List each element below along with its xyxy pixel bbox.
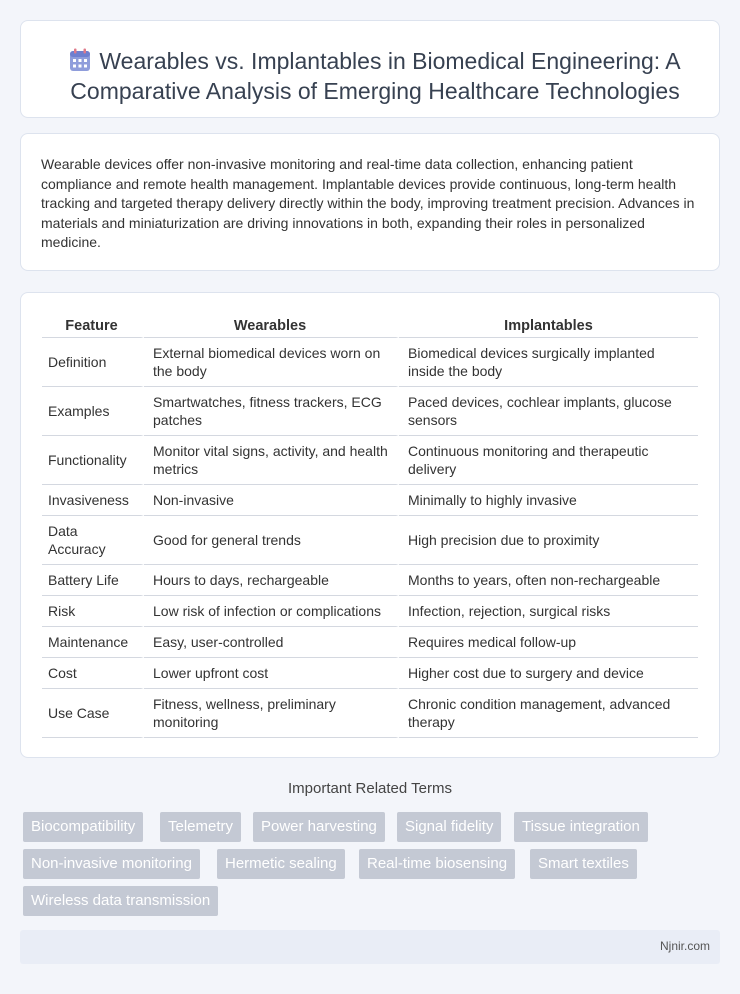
title-card <box>20 20 720 118</box>
row-implantables: Minimally to highly invasive <box>399 485 698 516</box>
table-row <box>42 596 698 627</box>
footer-site-link[interactable]: Njnir.com <box>659 939 710 953</box>
tag-smart-textiles[interactable]: Smart textiles <box>530 849 637 879</box>
row-feature: Use Case <box>42 689 144 738</box>
row-implantables: Paced devices, cochlear implants, glucose sensors <box>399 387 698 436</box>
table-row <box>42 689 698 738</box>
row-feature: Battery Life <box>42 565 144 596</box>
tag-telemetry[interactable]: Telemetry <box>160 812 241 842</box>
row-implantables: Higher cost due to surgery and device <box>399 658 698 689</box>
tag-biocompatibility[interactable]: Biocompatibility <box>23 812 143 842</box>
header-wearables: Wearables <box>144 316 399 338</box>
row-wearables: External biomedical devices worn on the body <box>144 338 399 387</box>
table-row <box>42 387 698 436</box>
tag-hermetic-sealing[interactable]: Hermetic sealing <box>217 849 345 879</box>
table-header-row <box>42 316 698 338</box>
table-row <box>42 658 698 689</box>
row-implantables: Biomedical devices surgically implanted inside the body <box>399 338 698 387</box>
tag-signal-fidelity[interactable]: Signal fidelity <box>397 812 501 842</box>
table-row <box>42 565 698 596</box>
title-text: Wearables vs. Implantables in Biomedical Engineering: A Comparative Analysis of Emerging Healthcare Technologies <box>70 48 681 104</box>
tag-wireless-data-transmission[interactable]: Wireless data transmission <box>23 886 218 916</box>
table-row <box>42 436 698 485</box>
tag-power-harvesting[interactable]: Power harvesting <box>253 812 385 842</box>
comparison-table <box>42 316 698 738</box>
row-wearables: Lower upfront cost <box>144 658 399 689</box>
row-feature: Cost <box>42 658 144 689</box>
row-implantables: Requires medical follow-up <box>399 627 698 658</box>
tag-non-invasive-monitoring[interactable]: Non-invasive monitoring <box>23 849 200 879</box>
row-feature: Data Accuracy <box>42 516 144 565</box>
related-terms-title: Important Related Terms <box>288 780 452 797</box>
row-wearables: Fitness, wellness, preliminary monitoring <box>144 689 399 738</box>
page-title <box>51 46 699 106</box>
row-wearables: Good for general trends <box>144 516 399 565</box>
comparison-table-card <box>20 292 720 758</box>
table-row <box>42 516 698 565</box>
table-row <box>42 338 698 387</box>
row-implantables: Chronic condition management, advanced therapy <box>399 689 698 738</box>
row-implantables: Months to years, often non-rechargeable <box>399 565 698 596</box>
intro-paragraph: Wearable devices offer non-invasive monitoring and real-time data collection, enhancing patient compliance and remote health management. Implantable devices provide continuous, long-term health tracking and targeted therapy delivery directly within the body, improving treatment precision. Advances in materials and miniaturization are driving innovations in both, expanding their roles in personalized medicine. <box>41 156 695 250</box>
row-wearables: Non-invasive <box>144 485 399 516</box>
row-implantables: Continuous monitoring and therapeutic delivery <box>399 436 698 485</box>
row-feature: Maintenance <box>42 627 144 658</box>
row-implantables: Infection, rejection, surgical risks <box>399 596 698 627</box>
row-feature: Invasiveness <box>42 485 144 516</box>
intro-card <box>20 133 720 271</box>
row-feature: Risk <box>42 596 144 627</box>
row-wearables: Easy, user-controlled <box>144 627 399 658</box>
table-row <box>42 485 698 516</box>
table-row <box>42 627 698 658</box>
header-implantables: Implantables <box>399 316 698 338</box>
calendar-grid-icon <box>69 48 91 72</box>
row-wearables: Smartwatches, fitness trackers, ECG patches <box>144 387 399 436</box>
header-feature: Feature <box>42 316 144 338</box>
row-wearables: Monitor vital signs, activity, and health metrics <box>144 436 399 485</box>
row-feature: Definition <box>42 338 144 387</box>
tag-real-time-biosensing[interactable]: Real-time biosensing <box>359 849 515 879</box>
tag-tissue-integration[interactable]: Tissue integration <box>514 812 648 842</box>
row-implantables: High precision due to proximity <box>399 516 698 565</box>
row-feature: Examples <box>42 387 144 436</box>
row-wearables: Low risk of infection or complications <box>144 596 399 627</box>
row-feature: Functionality <box>42 436 144 485</box>
footer <box>20 930 720 964</box>
row-wearables: Hours to days, rechargeable <box>144 565 399 596</box>
